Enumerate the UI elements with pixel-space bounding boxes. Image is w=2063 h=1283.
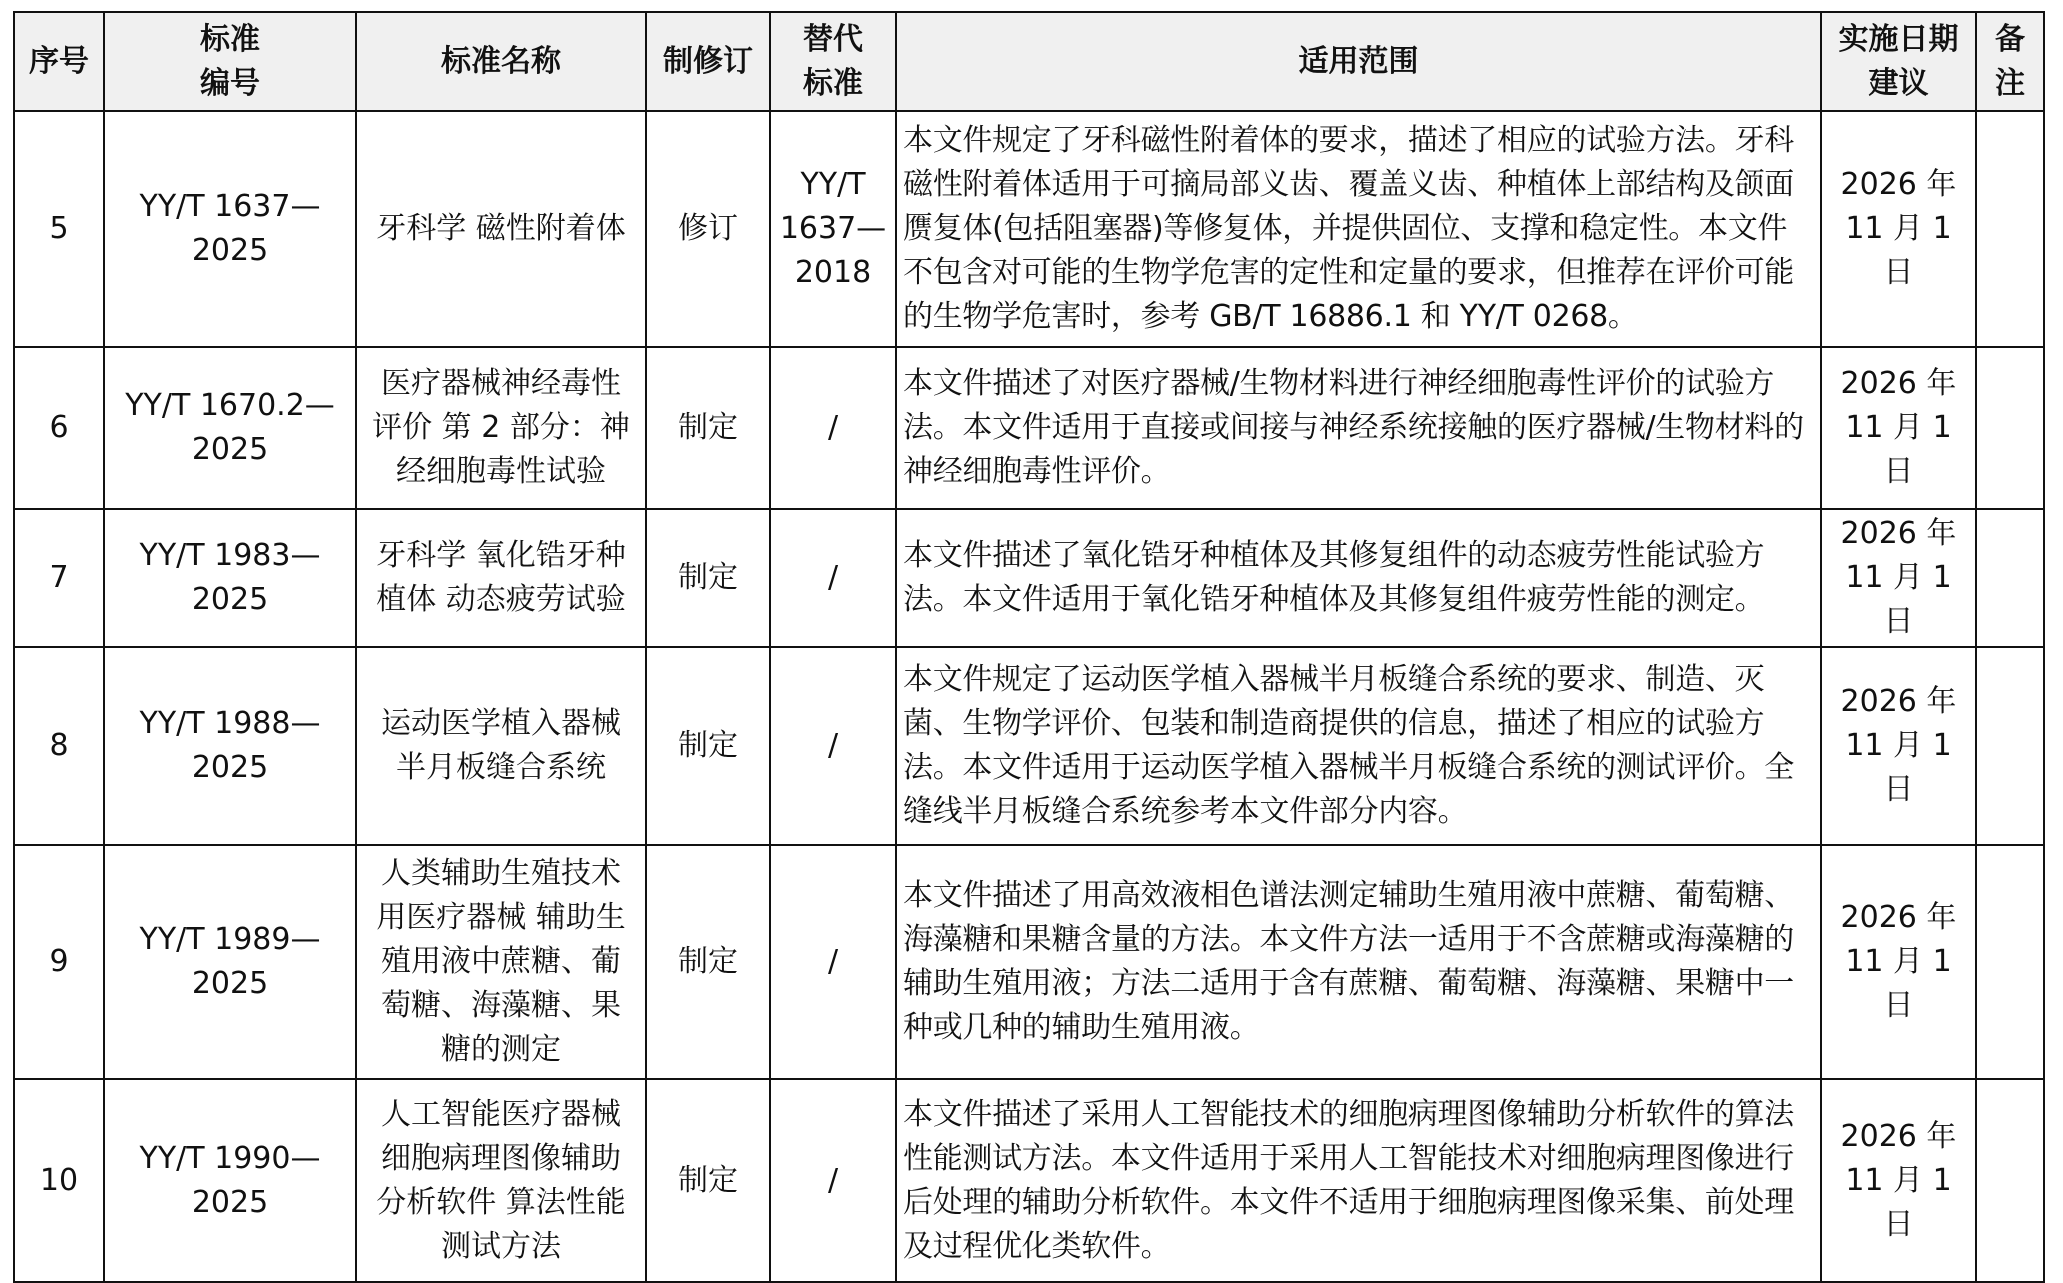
cell-revision: 制定 (646, 509, 770, 647)
cell-note (1976, 111, 2044, 347)
cell-name (356, 509, 646, 647)
cell-name-line: 牙科学 磁性附着体 (376, 211, 626, 246)
cell-replace (770, 347, 896, 509)
header-note-line: 注 (1995, 65, 2025, 101)
cell-revision: 制定 (646, 1079, 770, 1282)
header-revision: 制修订 (646, 12, 770, 111)
cell-revision: 制定 (646, 647, 770, 845)
cell-replace-line: YY/T (800, 167, 866, 202)
cell-note (1976, 1079, 2044, 1282)
cell-code-line: 2025 (191, 432, 269, 467)
cell-name-line: 分析软件 算法性能 (376, 1184, 626, 1220)
cell-date (1821, 509, 1976, 647)
cell-date-line: 11 月 1 日 (1845, 944, 1952, 1023)
table-row (14, 509, 2044, 647)
cell-revision: 制定 (646, 347, 770, 509)
cell-code-line: YY/T 1990— (139, 1140, 321, 1176)
cell-no: 8 (14, 647, 104, 845)
cell-replace-line: / (827, 560, 839, 595)
cell-name-line: 用医疗器械 辅助生 (376, 900, 626, 935)
cell-date-line: 2026 年 (1840, 900, 1957, 935)
cell-note (1976, 647, 2044, 845)
cell-scope: 本文件规定了运动医学植入器械半月板缝合系统的要求、制造、灭菌、生物学评价、包装和制造商提供的信息，描述了相应的试验方法。本文件适用于运动医学植入器械半月板缝合系统的测试评价。全缝线半月板缝合系统参考本文件部分内容。 (896, 647, 1821, 845)
cell-date-line: 11 月 1 日 (1845, 211, 1952, 290)
header-code-line: 标准 (200, 21, 260, 57)
cell-code-line: 2025 (191, 750, 269, 785)
cell-code-line: 2025 (191, 1184, 269, 1220)
cell-date-line: 11 月 1 日 (1845, 410, 1952, 489)
header-date-line: 实施日期 (1838, 21, 1959, 57)
cell-name-line: 经细胞毒性试验 (396, 454, 606, 489)
cell-replace (770, 647, 896, 845)
cell-replace (770, 111, 896, 347)
cell-scope: 本文件描述了氧化锆牙种植体及其修复组件的动态疲劳性能试验方法。本文件适用于氧化锆牙种植体及其修复组件疲劳性能的测定。 (896, 509, 1821, 647)
cell-name-line: 医疗器械神经毒性 (381, 366, 621, 401)
cell-date (1821, 347, 1976, 509)
header-no: 序号 (14, 12, 104, 111)
cell-date-line: 11 月 1 日 (1845, 1162, 1952, 1242)
cell-date (1821, 1079, 1976, 1282)
cell-scope: 本文件描述了用高效液相色谱法测定辅助生殖用液中蔗糖、葡萄糖、海藻糖和果糖含量的方法。本文件方法一适用于不含蔗糖或海藻糖的辅助生殖用液；方法二适用于含有蔗糖、葡萄糖、海藻糖、果糖中一种或几种的辅助生殖用液。 (896, 845, 1821, 1079)
table-row (14, 111, 2044, 347)
cell-replace-line: / (827, 410, 839, 445)
standards-table (13, 11, 2045, 1283)
cell-revision: 修订 (646, 111, 770, 347)
cell-note (1976, 845, 2044, 1079)
cell-replace (770, 509, 896, 647)
header-replace (770, 12, 896, 111)
cell-code (104, 647, 356, 845)
cell-name-line: 细胞病理图像辅助 (381, 1140, 621, 1176)
cell-name-line: 萄糖、海藻糖、果 (381, 988, 621, 1023)
table-row (14, 647, 2044, 845)
standards-table-wrapper (13, 11, 2045, 1283)
cell-date-line: 11 月 1 日 (1845, 728, 1952, 807)
cell-revision: 制定 (646, 845, 770, 1079)
cell-replace-line: 2018 (794, 255, 872, 290)
cell-no: 7 (14, 509, 104, 647)
cell-replace (770, 1079, 896, 1282)
cell-date (1821, 111, 1976, 347)
cell-code (104, 1079, 356, 1282)
cell-code-line: YY/T 1670.2— (125, 388, 335, 423)
cell-date-line: 2026 年 (1840, 366, 1957, 401)
header-note (1976, 12, 2044, 111)
cell-name (356, 111, 646, 347)
header-code-line: 编号 (200, 65, 260, 101)
cell-no: 5 (14, 111, 104, 347)
cell-code (104, 347, 356, 509)
cell-name (356, 347, 646, 509)
cell-name-line: 半月板缝合系统 (396, 750, 606, 785)
cell-name-line: 运动医学植入器械 (381, 706, 621, 741)
cell-note (1976, 509, 2044, 647)
cell-scope: 本文件描述了对医疗器械/生物材料进行神经细胞毒性评价的试验方法。本文件适用于直接或间接与神经系统接触的医疗器械/生物材料的神经细胞毒性评价。 (896, 347, 1821, 509)
cell-no: 6 (14, 347, 104, 509)
cell-date (1821, 845, 1976, 1079)
cell-code-line: YY/T 1989— (139, 922, 321, 957)
cell-replace (770, 845, 896, 1079)
table-row (14, 347, 2044, 509)
cell-code-line: YY/T 1637— (139, 189, 321, 224)
cell-name-line: 殖用液中蔗糖、葡 (381, 944, 621, 979)
table-row (14, 845, 2044, 1079)
cell-date-line: 2026 年 (1840, 1118, 1957, 1154)
cell-name (356, 845, 646, 1079)
cell-code (104, 111, 356, 347)
cell-code (104, 845, 356, 1079)
cell-code-line: YY/T 1983— (139, 538, 321, 573)
header-note-line: 备 (1995, 21, 2025, 57)
cell-date-line: 2026 年 (1840, 167, 1957, 202)
header-replace-line: 标准 (803, 65, 863, 101)
cell-replace-line: / (827, 1162, 839, 1198)
cell-no: 10 (14, 1079, 104, 1282)
table-row (14, 1079, 2044, 1282)
header-scope: 适用范围 (896, 12, 1821, 111)
cell-no: 9 (14, 845, 104, 1079)
cell-date-line: 2026 年 (1840, 516, 1957, 551)
cell-code-line: 2025 (191, 966, 269, 1001)
cell-date-line: 2026 年 (1840, 684, 1957, 719)
cell-name-line: 人工智能医疗器械 (381, 1096, 621, 1132)
cell-date (1821, 647, 1976, 845)
cell-name-line: 评价 第 2 部分：神 (372, 410, 630, 445)
cell-name-line: 植体 动态疲劳试验 (376, 582, 626, 617)
header-date-line: 建议 (1868, 65, 1929, 101)
cell-name-line: 糖的测定 (441, 1032, 561, 1067)
cell-code-line: YY/T 1988— (139, 706, 321, 741)
cell-code-line: 2025 (191, 582, 269, 617)
header-replace-line: 替代 (803, 21, 863, 57)
header-name: 标准名称 (356, 12, 646, 111)
header-code (104, 12, 356, 111)
cell-code (104, 509, 356, 647)
header-date (1821, 12, 1976, 111)
cell-name-line: 人类辅助生殖技术 (381, 856, 621, 891)
header-row (14, 12, 2044, 111)
cell-scope: 本文件规定了牙科磁性附着体的要求，描述了相应的试验方法。牙科磁性附着体适用于可摘局部义齿、覆盖义齿、种植体上部结构及颌面赝复体(包括阻塞器)等修复体，并提供固位、支撑和稳定性。本文件不包含对可能的生物学危害的定性和定量的要求，但推荐在评价可能的生物学危害时，参考 GB/T 16886.1 和 YY/T 0268。 (896, 111, 1821, 347)
cell-scope: 本文件描述了采用人工智能技术的细胞病理图像辅助分析软件的算法性能测试方法。本文件适用于采用人工智能技术对细胞病理图像进行后处理的辅助分析软件。本文件不适用于细胞病理图像采集、前处理及过程优化类软件。 (896, 1079, 1821, 1282)
cell-replace-line: 1637— (779, 211, 887, 246)
cell-replace-line: / (827, 728, 839, 763)
cell-name-line: 测试方法 (441, 1228, 561, 1264)
cell-name (356, 647, 646, 845)
cell-code-line: 2025 (191, 233, 269, 268)
cell-date-line: 11 月 1 日 (1845, 560, 1952, 639)
cell-name (356, 1079, 646, 1282)
cell-note (1976, 347, 2044, 509)
cell-name-line: 牙科学 氧化锆牙种 (376, 538, 626, 573)
cell-replace-line: / (827, 944, 839, 979)
